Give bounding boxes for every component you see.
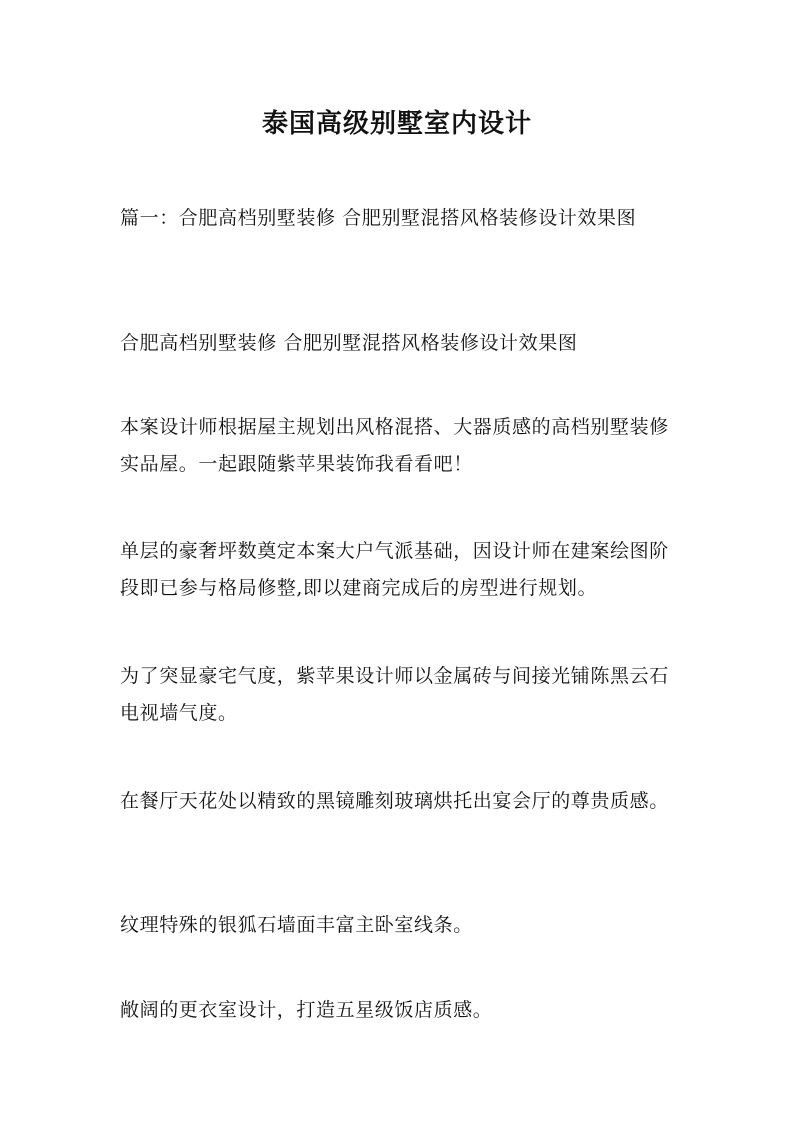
body-paragraph: 敞阔的更衣室设计，打造五星级饭店质感。 bbox=[120, 999, 493, 1021]
page-title: 泰国高级别墅室内设计 bbox=[261, 109, 532, 139]
body-paragraph: 纹理特殊的银狐石墙面丰富主卧室线条。 bbox=[120, 914, 473, 936]
body-paragraph: 在餐厅天花处以精致的黑镜雕刻玻璃烘托出宴会厅的尊贵质感。 bbox=[120, 790, 669, 812]
section-heading: 篇一：合肥高档别墅装修 合肥别墅混搭风格装修设计效果图 bbox=[120, 207, 637, 229]
body-paragraph: 本案设计师根据屋主规划出风格混搭、大器质感的高档别墅装修实品屋。一起跟随紫苹果装饰我看看吧！ bbox=[120, 416, 669, 475]
body-paragraph: 为了突显豪宅气度，紫苹果设计师以金属砖与间接光铺陈黑云石电视墙气度。 bbox=[120, 665, 669, 724]
body-paragraph: 单层的豪奢坪数奠定本案大户气派基础，因设计师在建案绘图阶段即已参与格局修整,即以建商完成后的房型进行规划。 bbox=[120, 540, 669, 599]
subheading-paragraph: 合肥高档别墅装修 合肥别墅混搭风格装修设计效果图 bbox=[120, 332, 578, 354]
